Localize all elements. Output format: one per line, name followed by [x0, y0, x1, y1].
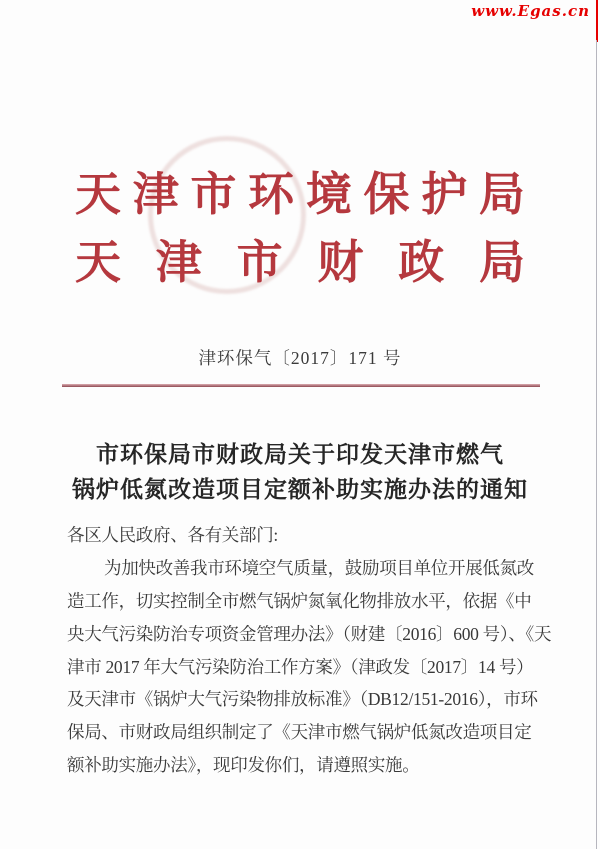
red-divider-rule: [62, 384, 540, 387]
salutation-line: 各区人民政府、各有关部门:: [67, 525, 278, 545]
agency-name-epb: 天 津 市 环 境 保 护 局: [75, 169, 525, 220]
body-line: 及天津市《锅炉大气污染物排放标准》（DB12/151-2016），市环: [67, 689, 538, 710]
site-watermark: www.Egas.cn: [471, 2, 590, 20]
agency-name-finance: 天 津 市 财 政 局: [75, 237, 525, 288]
body-line: 为加快改善我市环境空气质量，鼓励项目单位开展低氮改: [104, 557, 534, 578]
document-title-line-1: 市环保局市财政局关于印发天津市燃气: [96, 442, 504, 467]
document-title: [40, 437, 560, 507]
body-line: 央大气污染防治专项资金管理办法》（财建〔2016〕600 号）、《天: [67, 623, 552, 644]
body-line: 保局、市财政局组织制定了《天津市燃气锅炉低氮改造项目定: [67, 722, 532, 743]
body-line: 额补助实施办法》，现印发你们，请遵照实施。: [67, 755, 420, 776]
body-line: 津市 2017 年大气污染防治工作方案》（津政发〔2017〕14 号）: [67, 656, 534, 677]
body-line: 造工作，切实控制全市燃气锅炉氮氧化物排放水平，依据《中: [67, 590, 532, 611]
scan-edge-gray-line: [596, 40, 597, 849]
document-title-line-2: 锅炉低氮改造项目定额补助实施办法的通知: [72, 477, 528, 502]
document-body: [67, 519, 552, 782]
agency-letterhead: [75, 170, 525, 288]
scan-edge-red-line: [596, 0, 598, 42]
document-number: 津环保气〔2017〕171 号: [198, 348, 402, 368]
